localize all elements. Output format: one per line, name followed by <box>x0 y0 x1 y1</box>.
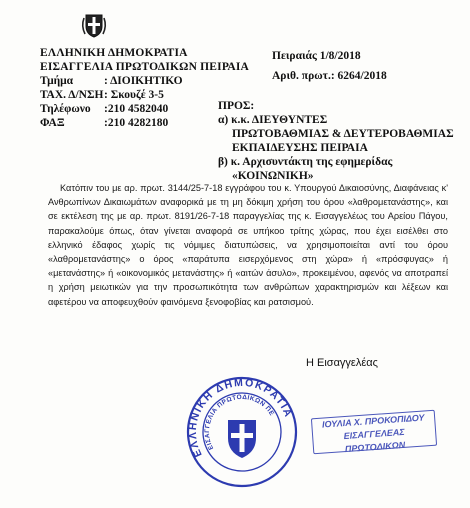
field-label: ΤΑΧ. Δ/ΝΣΗ <box>40 89 104 101</box>
stamp-title-line: ΕΙΣΑΓΓΕΛΕΑΣ ΠΡΩΤΟΔΙΚΩΝ <box>343 426 406 455</box>
field-value: : Σκουζέ 3-5 <box>104 89 164 101</box>
place-date: Πειραιάς 1/8/2018 <box>272 50 361 62</box>
signature-title: Η Εισαγγελέας <box>306 357 378 369</box>
office-title: ΕΙΣΑΓΓΕΛΙΑ ΠΡΩΤΟΔΙΚΩΝ ΠΕΙΡΑΙΑ <box>40 61 250 73</box>
round-official-stamp <box>186 376 298 488</box>
greek-coat-of-arms-icon <box>79 10 109 40</box>
date-ref-block <box>272 46 387 86</box>
recipient-line: «ΚΟΙΝΩΝΙΚΗ» <box>232 170 314 182</box>
letter-body: Κατόπιν του με αρ. πρωτ. 3144/25-7-18 εγγράφου του κ. Υπουργού Δικαιοσύνης, Διαφάνειας κ' Ανθρωπίνων Δικαιωμάτων αναφορικά με τη μη δόκιμη χρήση του όρου «λαθρομετανάστης», και σε εκτέλεση της με αρ. πρωτ. 8191/26-7-18 παραγγελίας της κ. Εισαγγελέως του Αρείου Πάγου, παρακαλούμε όπως, όταν γίνεται αναφορά σε υπήκοο τρίτης χώρας, που έχει εισέλθει στο ελληνικό έδαφος χωρίς τις νόμιμες διατυπώσεις, να χρησιμοποιείται αντί του όρου «λαθρομετανάστης» ο όρος «παράτυπα εισερχόμενος στη χώρα» ή «πρόσφυγας» ή «μετανάστης» ή «οικονομικός μετανάστης» ή «αιτών άσυλο», προκειμένου, αφενός να αποτραπεί η χρήση μειωτικών για την προσωπικότητα των ανθρώπων χαρακτηρισμών και λέξεων και αφετέρου να αποφευχθούν φαινόμενα ξενοφοβίας και ρατσισμού. <box>48 183 448 307</box>
field-row <box>40 74 249 88</box>
cross-emblem-icon <box>228 420 256 458</box>
stamp-inner-text: ΕΙΣΑΓΓΕΛΙΑ ΠΡΩΤΟΔΙΚΩΝ ΠΕΙΡΑΙΑ <box>203 393 276 451</box>
stamp-name-line: ΙΟΥΛΙΑ Χ. ΠΡΟΚΟΠΙΔΟΥ <box>321 412 425 430</box>
recipient-line: ΕΚΠΑΙΔΕΥΣΗΣ ΠΕΙΡΑΙΑ <box>232 142 368 154</box>
republic-title: ΕΛΛΗΝΙΚΗ ΔΗΜΟΚΡΑΤΙΑ <box>40 47 188 59</box>
signature-name-stamp <box>311 410 437 455</box>
field-value: : ΔΙΟΙΚΗΤΙΚΟ <box>104 75 183 87</box>
field-value: :210 4282180 <box>104 117 169 129</box>
field-label: Τμήμα <box>40 75 74 87</box>
reference-number: Αριθ. πρωτ.: 6264/2018 <box>272 70 387 82</box>
recipient-line: ΠΡΩΤΟΒΑΘΜΙΑΣ & ΔΕΥΤΕΡΟΒΑΘΜΙΑΣ <box>232 128 454 140</box>
field-value: :210 4582040 <box>104 103 169 115</box>
recipient-line: α) κ.κ. ΔΙΕΥΘΥΝΤΕΣ <box>218 114 328 126</box>
recipient-line: β) κ. Αρχισυντάκτη της εφημερίδας <box>218 156 393 168</box>
field-label: ΦΑΞ <box>40 117 65 129</box>
recipients-heading: ΠΡΟΣ: <box>218 100 255 112</box>
field-label: Τηλέφωνο <box>40 103 91 115</box>
stamp-outer-text: ΕΛΛΗΝΙΚΗ ΔΗΜΟΚΡΑΤΙΑ <box>186 376 295 459</box>
recipients-block <box>218 99 454 183</box>
